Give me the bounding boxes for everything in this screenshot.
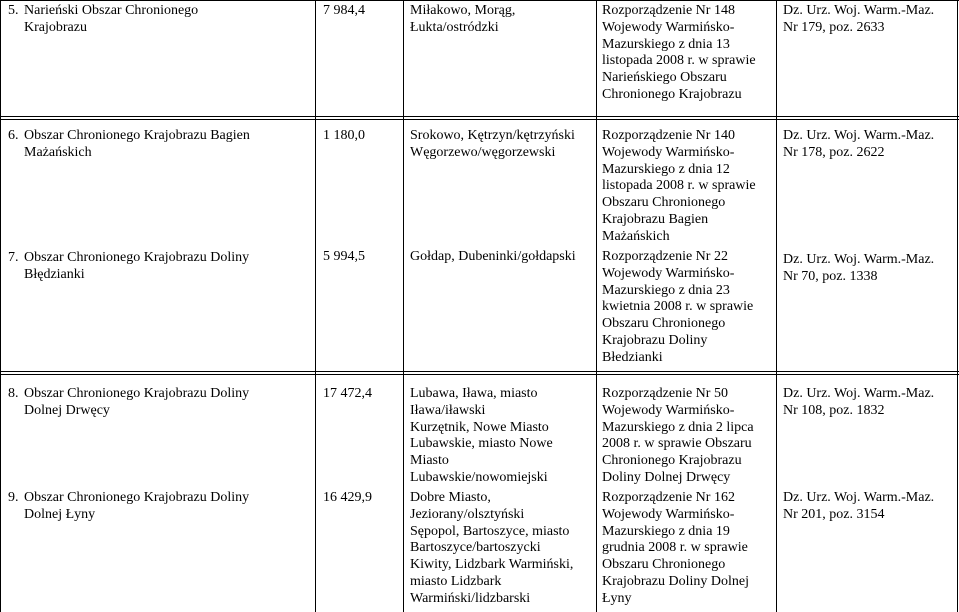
row-number: 7. <box>8 250 19 265</box>
municipalities: Srokowo, Kętrzyn/kętrzyński Węgorzewo/węgorzewski <box>410 128 575 160</box>
regulation: Rozporządzenie Nr 148 Wojewody Warmińsko- Mazurskiego z dnia 13 listopada 2008 r. w sprawie Narieńskiego Obszaru Chronionego Krajobrazu <box>602 3 756 102</box>
column-divider <box>957 0 958 612</box>
journal-reference: Dz. Urz. Woj. Warm.-Maz. Nr 201, poz. 3154 <box>783 490 935 522</box>
journal-reference: Dz. Urz. Woj. Warm.-Maz. Nr 70, poz. 1338 <box>783 252 935 284</box>
municipalities: Lubawa, Iława, miasto Iława/iławski Kurzętnik, Nowe Miasto Lubawskie, miasto Nowe Miasto Lubawskie/nowomiejski <box>410 386 553 485</box>
column-divider <box>403 0 404 612</box>
row-number: 6. <box>8 128 19 143</box>
column-divider <box>596 0 597 612</box>
column-divider <box>0 0 1 612</box>
regulation: Rozporządzenie Nr 162 Wojewody Warmińsko- Mazurskiego z dnia 19 grudnia 2008 r. w sprawie Obszaru Chronionego Krajobrazu Doliny Dolnej Łyny <box>602 490 749 606</box>
row-divider <box>0 371 959 372</box>
area-size: 17 472,4 <box>323 386 372 401</box>
area-size: 5 994,5 <box>323 249 365 264</box>
municipalities: Gołdap, Dubeninki/gołdapski <box>410 249 576 264</box>
journal-reference: Dz. Urz. Woj. Warm.-Maz. Nr 108, poz. 1832 <box>783 386 935 418</box>
area-size: 16 429,9 <box>323 490 372 505</box>
row-number: 5. <box>8 3 19 18</box>
column-divider <box>776 0 777 612</box>
area-name: Obszar Chronionego Krajobrazu Doliny Błędzianki <box>24 250 250 282</box>
journal-reference: Dz. Urz. Woj. Warm.-Maz. Nr 179, poz. 2633 <box>783 3 935 35</box>
area-size: 1 180,0 <box>323 128 365 143</box>
row-number: 9. <box>8 490 19 505</box>
area-name: Obszar Chronionego Krajobrazu Doliny Dolnej Łyny <box>24 490 250 522</box>
row-number: 8. <box>8 386 19 401</box>
column-divider <box>315 0 316 612</box>
table-border-top <box>0 0 959 1</box>
municipalities: Dobre Miasto, Jeziorany/olsztyński Sępopol, Bartoszyce, miasto Bartoszyce/bartoszycki Kiwity, Lidzbark Warmiński, miasto Lidzbark Warmiński/lidzbarski <box>410 490 574 606</box>
area-name: Obszar Chronionego Krajobrazu Bagien Mażańskich <box>24 128 250 160</box>
journal-reference: Dz. Urz. Woj. Warm.-Maz. Nr 178, poz. 2622 <box>783 128 935 160</box>
regulation: Rozporządzenie Nr 140 Wojewody Warmińsko- Mazurskiego z dnia 12 listopada 2008 r. w sprawie Obszaru Chronionego Krajobrazu Bagien Mażańskich <box>602 128 756 244</box>
area-size: 7 984,4 <box>323 3 365 18</box>
row-divider <box>0 374 959 375</box>
area-name: Narieński Obszar Chronionego Krajobrazu <box>24 3 199 35</box>
row-divider <box>0 116 959 117</box>
municipalities: Miłakowo, Morąg, Łukta/ostródzki <box>410 3 516 35</box>
row-divider <box>0 119 959 120</box>
regulation: Rozporządzenie Nr 50 Wojewody Warmińsko- Mazurskiego z dnia 2 lipca 2008 r. w sprawie Obszaru Chronionego Krajobrazu Doliny Dolnej Drwęcy <box>602 386 754 485</box>
area-name: Obszar Chronionego Krajobrazu Doliny Dolnej Drwęcy <box>24 386 250 418</box>
regulation: Rozporządzenie Nr 22 Wojewody Warmińsko- Mazurskiego z dnia 23 kwietnia 2008 r. w sprawie Obszaru Chronionego Krajobrazu Doliny Błedzianki <box>602 249 754 365</box>
